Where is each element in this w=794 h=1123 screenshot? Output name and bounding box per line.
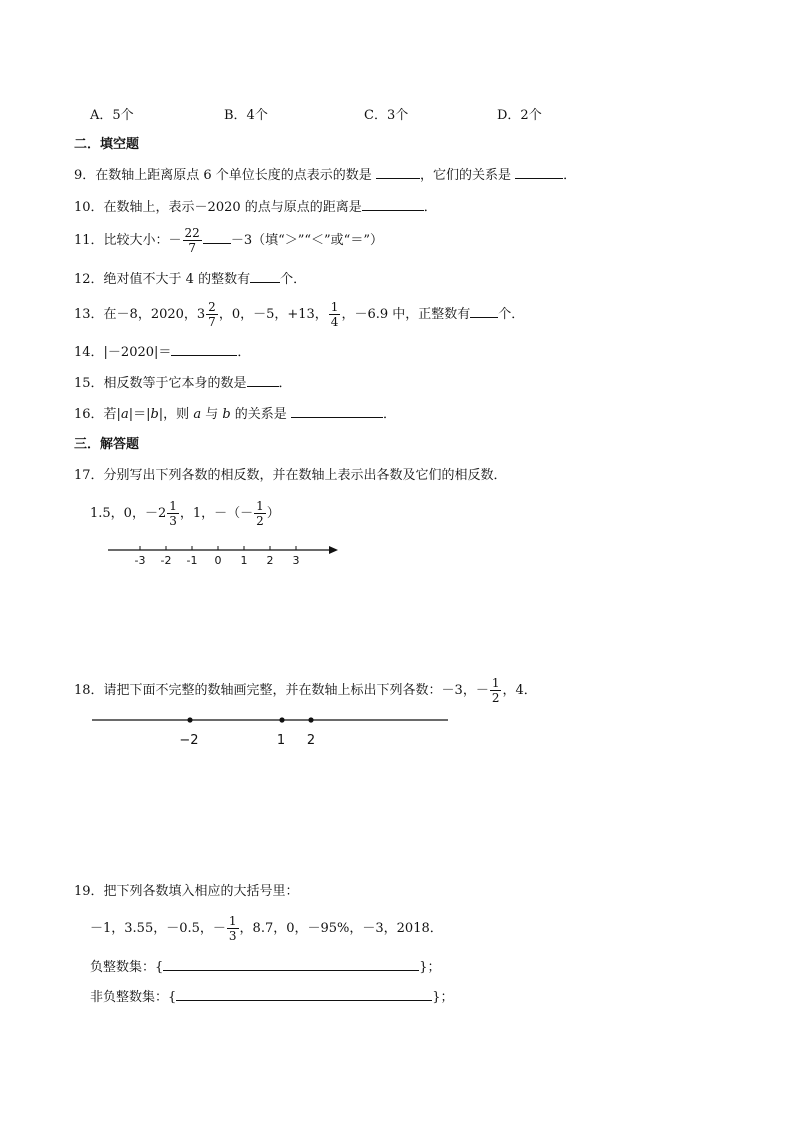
answer-blank[interactable] bbox=[470, 305, 498, 318]
fraction: $\frac{1}{4}$ bbox=[330, 300, 339, 329]
choice-d: D．2个 bbox=[497, 108, 542, 123]
question-16: 16．若|a|＝|b|，则 a 与 b 的关系是 ． bbox=[74, 407, 396, 422]
answer-blank[interactable] bbox=[250, 270, 280, 283]
choice-b: B．4个 bbox=[224, 108, 268, 123]
question-12: 12．绝对值不大于 4 的整数有 个． bbox=[74, 272, 307, 287]
question-11: 11．比较大小：－ $\frac{22}{7}$ －3（填“＞”“＜”或“＝”） bbox=[74, 226, 383, 255]
question-18: 18．请把下面不完整的数轴画完整，并在数轴上标出下列各数：－3，－ $\frac{1}{2}$ ，4． bbox=[74, 676, 537, 705]
number-line-point bbox=[187, 717, 192, 722]
answer-blank[interactable] bbox=[176, 988, 432, 1001]
negative-integer-set: 负整数集：{ }； bbox=[90, 960, 441, 975]
fraction: $\frac{2}{7}$ bbox=[208, 300, 216, 329]
axis-label: −2 bbox=[179, 733, 199, 748]
answer-blank[interactable] bbox=[376, 166, 420, 179]
number-line-point bbox=[308, 717, 313, 722]
answer-blank[interactable] bbox=[163, 958, 419, 971]
question-17-numbers: 1.5，0，－2 $\frac{1}{3}$ ，1，－（－ $\frac{1}{2}$ ） bbox=[90, 499, 280, 528]
question-13: 13．在－8，2020，3 $\frac{2}{7}$ ，0，－5，+13， $\frac{1}{4}$ ，－6.9 中，正整数有 个． bbox=[74, 300, 525, 329]
number-line-q17 bbox=[0, 535, 794, 595]
question-14: 14．|－2020|＝ ． bbox=[74, 345, 251, 360]
fraction: $\frac{1}{3}$ bbox=[169, 499, 177, 528]
question-17: 17．分别写出下列各数的相反数，并在数轴上表示出各数及它们的相反数． bbox=[74, 468, 507, 483]
section-title-fill-blank: 二．填空题 bbox=[74, 137, 140, 152]
axis-label: 2 bbox=[306, 733, 316, 748]
fraction: $\frac{22}{7}$ bbox=[184, 226, 200, 255]
section-title-answer: 三．解答题 bbox=[74, 437, 140, 452]
axis-label: 3 bbox=[292, 554, 300, 567]
axis-label: 1 bbox=[240, 554, 248, 567]
answer-blank[interactable] bbox=[515, 166, 563, 179]
choice-a: A．5个 bbox=[90, 108, 134, 123]
answer-blank[interactable] bbox=[362, 198, 424, 211]
axis-label: -2 bbox=[160, 554, 172, 567]
axis-label: -1 bbox=[186, 554, 198, 567]
axis-label: 1 bbox=[276, 733, 286, 748]
question-10: 10．在数轴上，表示－2020 的点与原点的距离是 ． bbox=[74, 200, 437, 215]
answer-blank[interactable] bbox=[291, 405, 383, 418]
axis-label: 2 bbox=[266, 554, 274, 567]
fraction: $\frac{1}{3}$ bbox=[228, 914, 237, 943]
number-line-point bbox=[279, 717, 284, 722]
fraction: $\frac{1}{2}$ bbox=[491, 676, 500, 705]
answer-blank[interactable] bbox=[247, 374, 279, 387]
number-line-q18 bbox=[0, 708, 794, 758]
question-19: 19．把下列各数填入相应的大括号里： bbox=[74, 884, 299, 899]
question-9: 9．在数轴上距离原点 6 个单位长度的点表示的数是 ，它们的关系是 ． bbox=[74, 168, 577, 183]
axis-label: 0 bbox=[214, 554, 222, 567]
answer-blank[interactable] bbox=[171, 343, 237, 356]
axis-label: -3 bbox=[134, 554, 146, 567]
fraction: $\frac{1}{2}$ bbox=[256, 499, 264, 528]
answer-blank[interactable] bbox=[203, 231, 231, 244]
question-15: 15．相反数等于它本身的数是 ． bbox=[74, 376, 292, 391]
choice-c: C．3个 bbox=[364, 108, 409, 123]
non-negative-integer-set: 非负整数集：{ }； bbox=[90, 990, 454, 1005]
question-19-numbers: －1，3.55，－0.5，－ $\frac{1}{3}$ ，8.7，0，－95%，－3，2018． bbox=[90, 914, 443, 943]
